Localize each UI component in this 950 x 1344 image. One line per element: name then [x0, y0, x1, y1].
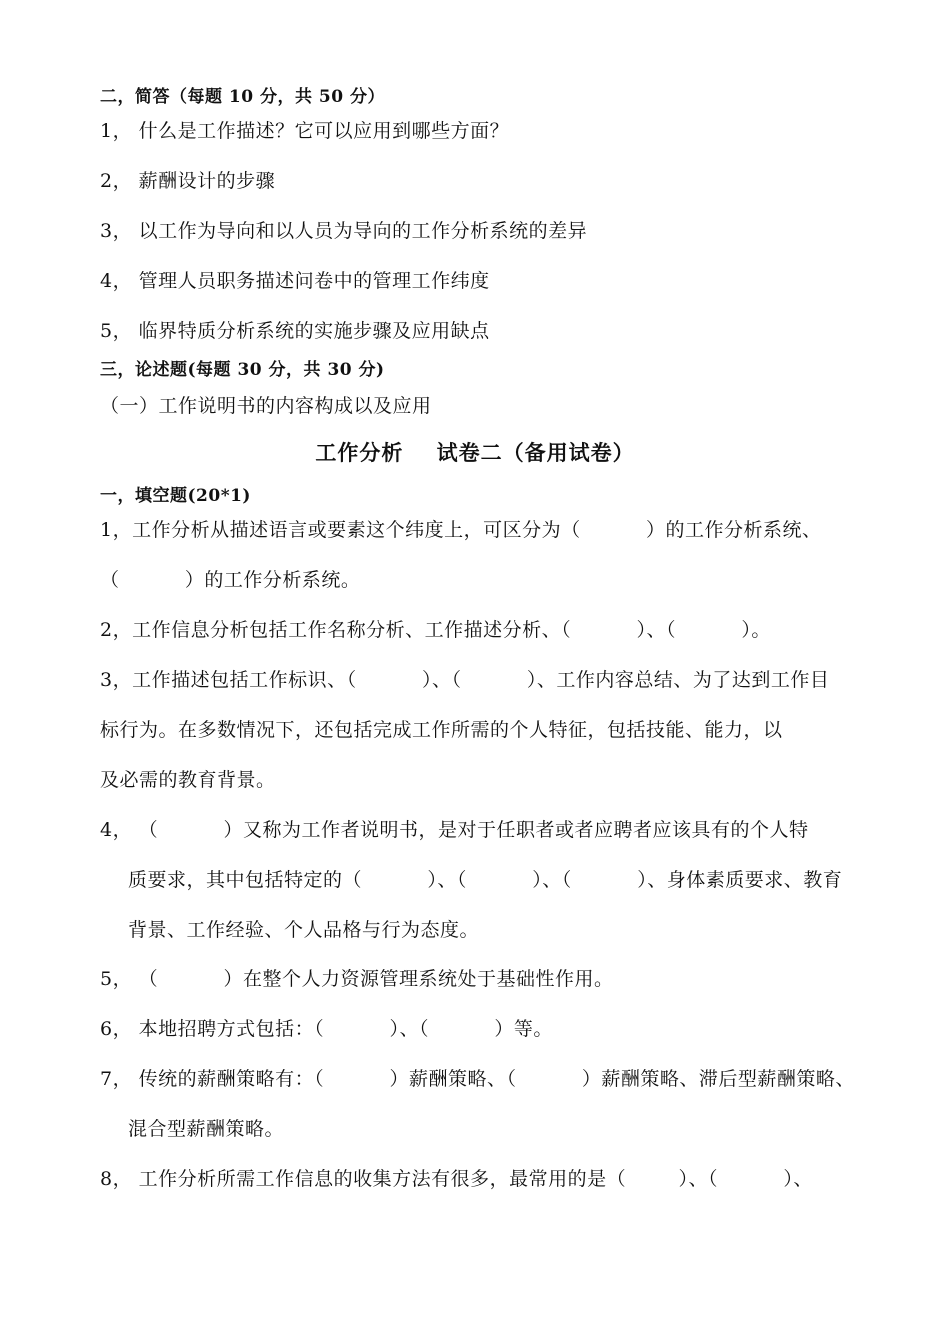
fill-question-3-line-1: 3，工作描述包括工作标识、（ ）、（ ）、工作内容总结、为了达到工作目: [100, 669, 830, 691]
paper2-title: 工作分析 试卷二（备用试卷）: [315, 440, 635, 465]
section2-heading: 二，简答（每题 10 分，共 50 分）: [100, 87, 385, 107]
fill-question-1-line-2: （ ）的工作分析系统。: [100, 569, 361, 591]
fill-question-3-line-3: 及必需的教育背景。: [100, 769, 276, 791]
fill-question-6: 6， 本地招聘方式包括：（ ）、（ ）等。: [100, 1018, 553, 1040]
fill-question-4-line-3: 背景、工作经验、个人品格与行为态度。: [128, 919, 480, 941]
paper2-section1-heading: 一，填空题(20*1): [100, 486, 251, 506]
fill-question-5: 5， （ ）在整个人力资源管理系统处于基础性作用。: [100, 968, 614, 990]
fill-question-7-line-2: 混合型薪酬策略。: [128, 1118, 285, 1140]
section3-question-1: （一）工作说明书的内容构成以及应用: [100, 395, 432, 417]
section2-question-5: 5， 临界特质分析系统的实施步骤及应用缺点: [100, 320, 490, 342]
fill-question-4-line-2: 质要求，其中包括特定的（ ）、（ ）、（ ）、身体素质要求、教育: [128, 869, 843, 891]
fill-question-4-line-1: 4， （ ）又称为工作者说明书，是对于任职者或者应聘者应该具有的个人特: [100, 819, 809, 841]
fill-question-2: 2，工作信息分析包括工作名称分析、工作描述分析、（ ）、（ ）。: [100, 619, 771, 641]
fill-question-8: 8， 工作分析所需工作信息的收集方法有很多，最常用的是（ ）、（ ）、: [100, 1168, 813, 1190]
fill-question-7-line-1: 7， 传统的薪酬策略有：（ ）薪酬策略、（ ）薪酬策略、滞后型薪酬策略、: [100, 1068, 855, 1090]
section2-question-3: 3， 以工作为导向和以人员为导向的工作分析系统的差异: [100, 220, 588, 242]
fill-question-3-line-2: 标行为。在多数情况下，还包括完成工作所需的个人特征，包括技能、能力，以: [100, 719, 783, 741]
section2-question-1: 1， 什么是工作描述？它可以应用到哪些方面？: [100, 120, 510, 142]
section3-heading: 三，论述题(每题 30 分，共 30 分): [100, 360, 385, 380]
section2-question-2: 2， 薪酬设计的步骤: [100, 170, 276, 192]
fill-question-1-line-1: 1，工作分析从描述语言或要素这个纬度上，可区分为（ ）的工作分析系统、: [100, 519, 822, 541]
section2-question-4: 4， 管理人员职务描述问卷中的管理工作纬度: [100, 270, 490, 292]
